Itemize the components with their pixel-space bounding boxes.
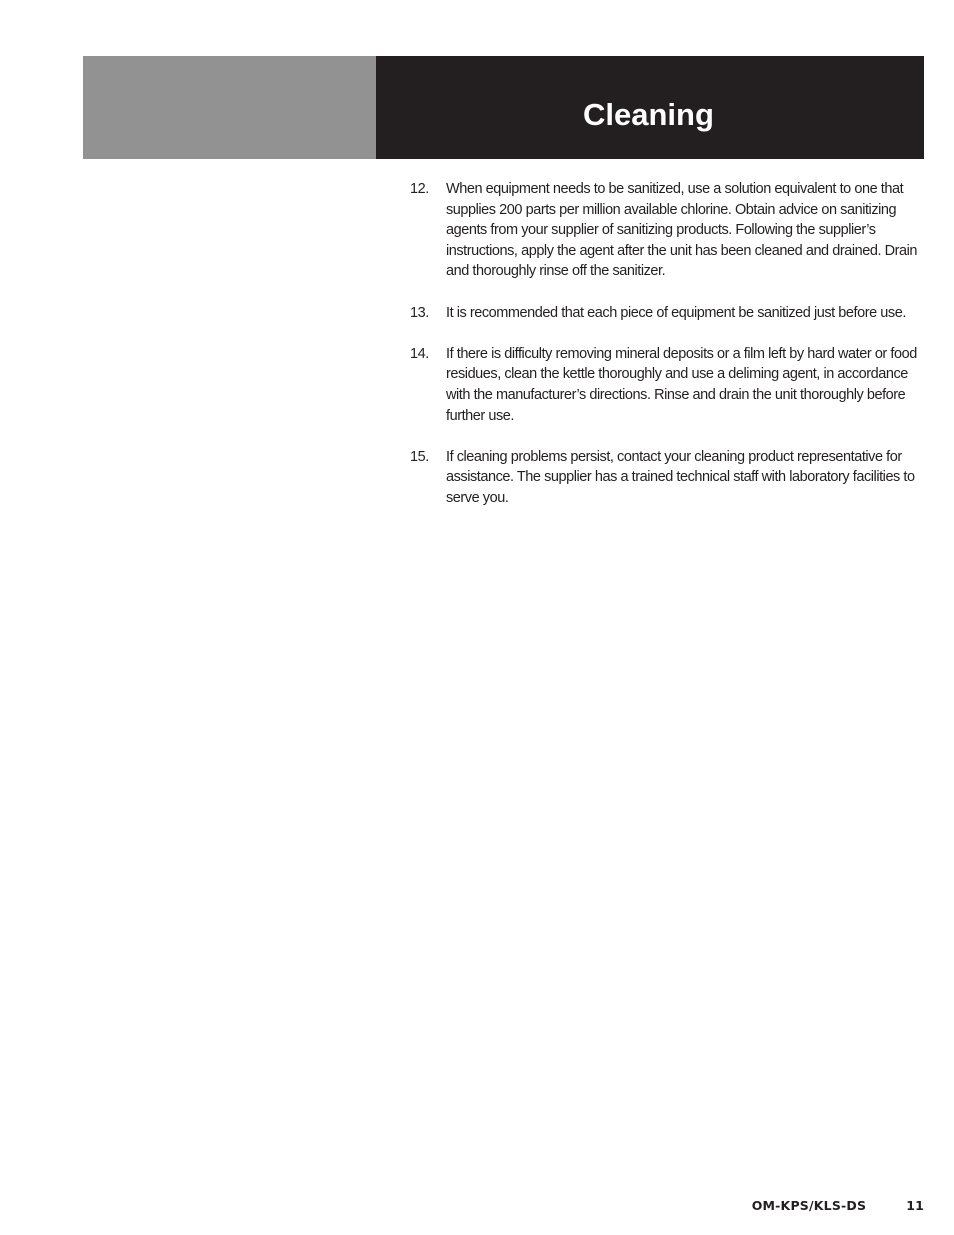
- section-header: [83, 56, 924, 159]
- step-number: 12.: [410, 181, 429, 197]
- page-title: Cleaning: [583, 97, 714, 132]
- page-footer: [752, 1198, 924, 1213]
- step-number: 14.: [410, 345, 429, 362]
- header-dark-block: [376, 56, 924, 159]
- cleaning-steps-list: [410, 179, 924, 529]
- document-code: OM-KPS/KLS-DS: [751, 1198, 867, 1213]
- list-item-step-15: [410, 447, 924, 509]
- step-number: 15.: [410, 448, 429, 465]
- list-item-step-13: [410, 303, 924, 324]
- step-number: 13.: [410, 304, 429, 321]
- list-item-step-12: [410, 179, 924, 282]
- list-item-step-14: [410, 344, 924, 426]
- header-gray-block: [83, 56, 376, 159]
- step-text: It is recommended that each piece of equipment be sanitized just before use.: [446, 304, 906, 321]
- page-number: 11: [906, 1198, 924, 1213]
- step-text: When equipment needs to be sanitized, use a solution equivalent to one that supplies 200 parts per million available chlorine. Obtain advice on sanitizing agents from your supplier of sanitizing products. Following the supplier’s instructions, apply the agent after the unit has been cleaned and drained. Drain and thoroughly rinse off the sanitizer.: [446, 181, 918, 280]
- step-text: If cleaning problems persist, contact your cleaning product representative for assistance. The supplier has a trained technical staff with laboratory facilities to serve you.: [446, 448, 915, 506]
- step-text: If there is difficulty removing mineral deposits or a film left by hard water or food residues, clean the kettle thoroughly and use a deliming agent, in accordance with the manufacturer’s directions. Rinse and drain the unit thoroughly before further use.: [446, 345, 917, 424]
